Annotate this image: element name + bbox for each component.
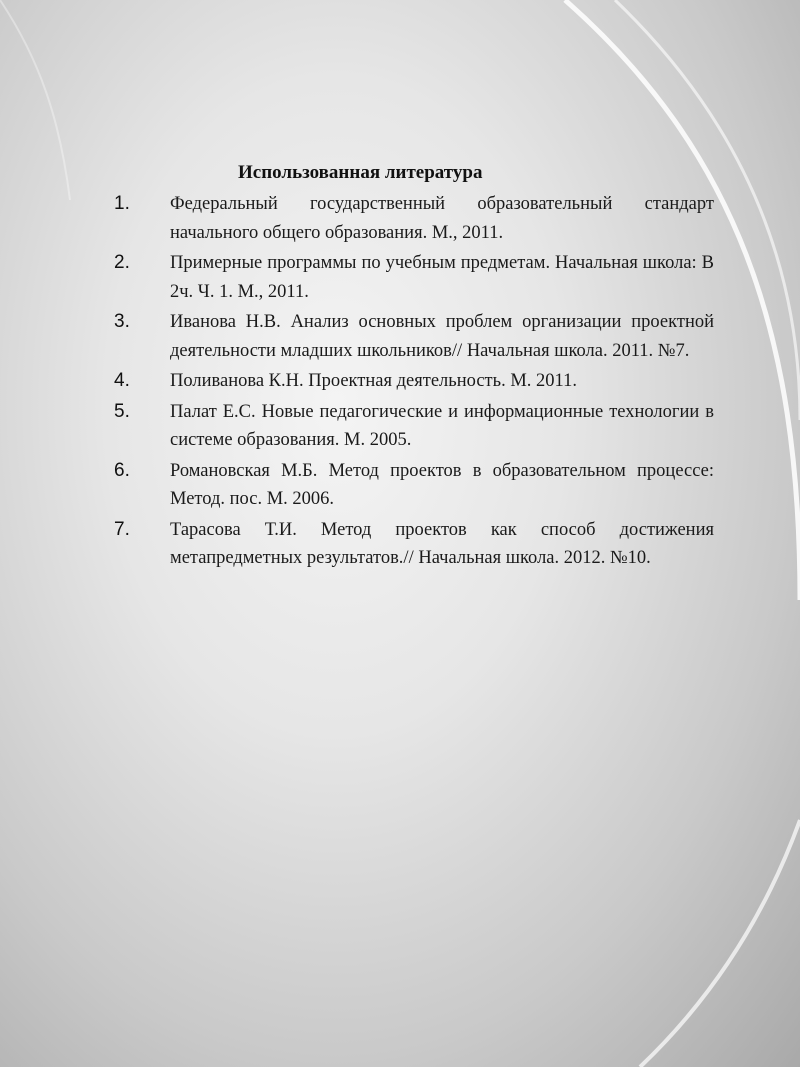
- item-number: 2.: [114, 252, 130, 273]
- arc-top-left: [0, 0, 70, 200]
- item-text: Федеральный государственный образовательный стандарт начального общего образования. М., 2011.: [170, 194, 714, 243]
- item-text: Поливанова К.Н. Проектная деятельность. М. 2011.: [170, 371, 577, 391]
- item-number: 5.: [114, 400, 130, 422]
- list-item: [110, 398, 714, 455]
- item-text: Примерные программы по учебным предметам. Начальная школа: В 2ч. Ч. 1. М., 2011.: [170, 253, 714, 302]
- list-item: [110, 457, 714, 514]
- list-item: [110, 516, 714, 573]
- list-item: [110, 308, 714, 365]
- reference-list: [110, 190, 714, 573]
- page-title: Использованная литература: [238, 162, 483, 183]
- arc-bottom-right: [640, 820, 800, 1067]
- item-number: 7.: [114, 518, 130, 540]
- item-text: Палат Е.С. Новые педагогические и информационные технологии в системе образования. М. 2005.: [170, 401, 714, 450]
- item-number: 3.: [114, 311, 130, 332]
- list-item: [110, 190, 714, 247]
- item-number: 1.: [114, 193, 130, 214]
- item-text: Тарасова Т.И. Метод проектов как способ достижения метапредметных результатов.// Начальная школа. 2012. №10.: [170, 519, 714, 568]
- item-number: 6.: [114, 459, 130, 481]
- item-text: Романовская М.Б. Метод проектов в образовательном процессе: Метод. пос. М. 2006.: [170, 460, 714, 509]
- content: [110, 160, 714, 575]
- item-number: 4.: [114, 370, 130, 391]
- item-text: Иванова Н.В. Анализ основных проблем организации проектной деятельности младших школьников// Начальная школа. 2011. №7.: [170, 312, 714, 361]
- list-item: [110, 249, 714, 306]
- list-item: [110, 367, 714, 396]
